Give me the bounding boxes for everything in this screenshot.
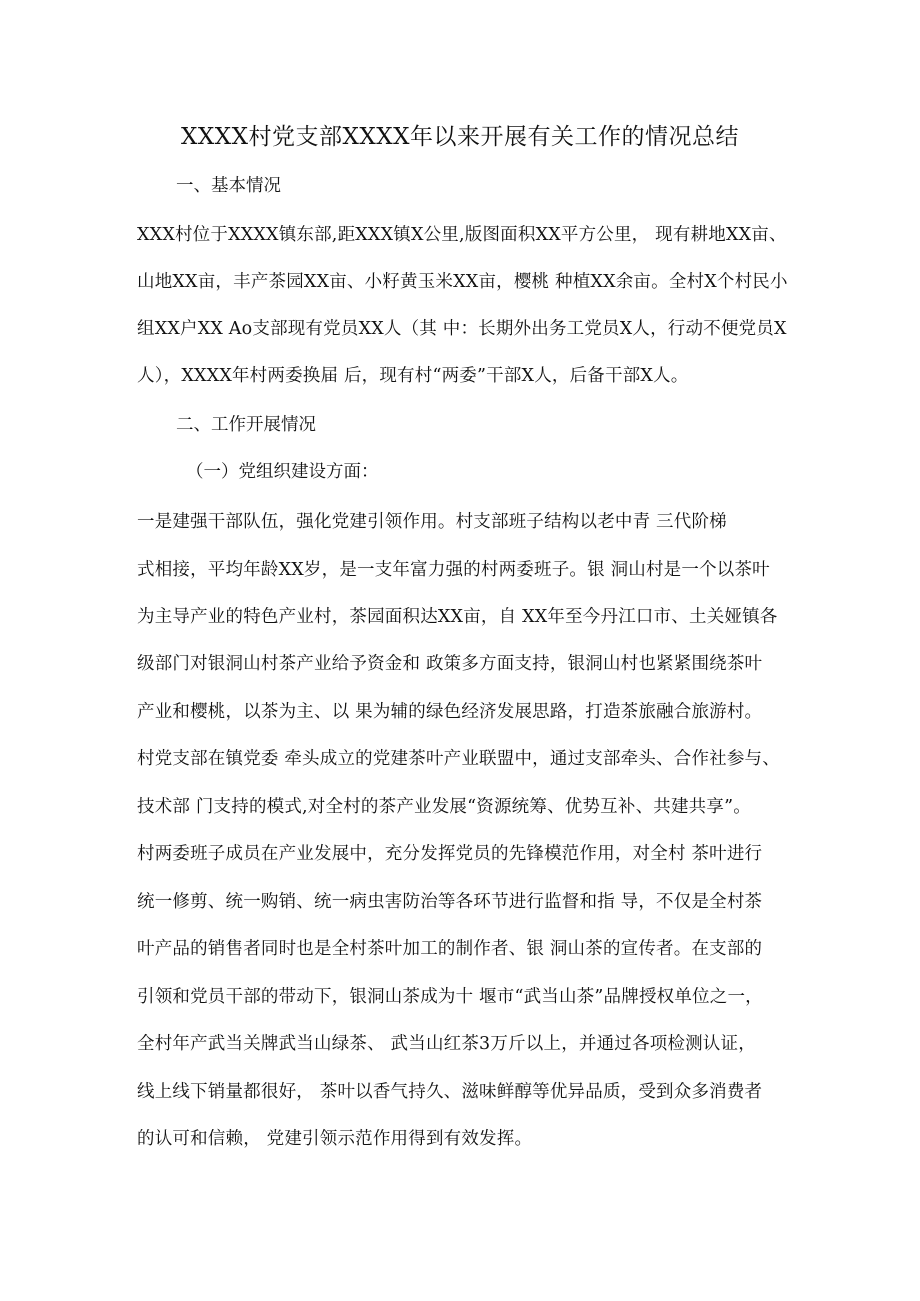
paragraph-line: 一是建强干部队伍，强化党建引领作用。村支部班子结构以老中青 三代阶梯 xyxy=(137,512,727,532)
paragraph-line: 组XX户XX Ao支部现有党员XX人（其 中：长期外出务工党员X人，行动不便党员X xyxy=(137,319,787,339)
paragraph-line: 村两委班子成员在产业发展中，充分发挥党员的先锋模范作用，对全村 茶叶进行 xyxy=(137,844,763,864)
paragraph-line: 的认可和信赖， 党建引领示范作用得到有效发挥。 xyxy=(137,1129,533,1149)
document-title: XXXX村党支部XXXX年以来开展有关工作的情况总结 xyxy=(181,124,739,150)
paragraph-line: 为主导产业的特色产业村，茶园面积达XX亩，自 XX年至今丹江口市、土关娅镇各 xyxy=(137,607,778,627)
paragraph-line: 式相接，平均年龄XX岁，是一支年富力强的村两委班子。银 洞山村是一个以茶叶 xyxy=(137,560,770,580)
paragraph-line: 全村年产武当关牌武当山绿茶、 武当山红茶3万斤以上，并通过各项检测认证， xyxy=(137,1034,756,1054)
paragraph-line: 村党支部在镇党委 牵头成立的党建茶叶产业联盟中，通过支部牵头、合作社参与、 xyxy=(137,749,780,769)
paragraph-line: 叶产品的销售者同时也是全村茶叶加工的制作者、银 洞山茶的宣传者。在支部的 xyxy=(137,939,763,959)
paragraph-line: 级部门对银洞山村茶产业给予资金和 政策多方面支持，银洞山村也紧紧围绕茶叶 xyxy=(137,654,763,674)
paragraph-line: 统一修剪、统一购销、统一病虫害防治等各环节进行监督和指 导，不仅是全村茶 xyxy=(137,892,763,912)
paragraph-line: XXX村位于XXXX镇东部,距XXX镇X公里,版图面积XX平方公里， 现有耕地XX亩、 xyxy=(137,225,787,245)
paragraph-line: 人），XXXX年村两委换届 后，现有村“两委”干部X人，后备干部X人。 xyxy=(137,366,689,386)
paragraph-line: 线上线下销量都很好， 茶叶以香气持久、滋味鲜醇等优异品质，受到众多消费者 xyxy=(137,1082,763,1102)
paragraph-line: 山地XX亩，丰产茶园XX亩、小籽黄玉米XX亩，樱桃 种植XX余亩。全村X个村民小 xyxy=(137,272,788,292)
subsection-heading-party-building: （一）党组织建设方面： xyxy=(186,462,379,482)
paragraph-line: 引领和党员干部的带动下，银洞山茶成为十 堰市“武当山茶”品牌授权单位之一， xyxy=(137,987,763,1007)
paragraph-line: 技术部 门支持的模式,对全村的茶产业发展“资源统筹、优势互补、共建共享”。 xyxy=(137,797,751,817)
section-heading-work: 二、工作开展情况 xyxy=(176,415,316,435)
paragraph-line: 产业和樱桃，以茶为主、以 果为辅的绿色经济发展思路，打造茶旅融合旅游村。 xyxy=(137,702,763,722)
section-heading-basic-info: 一、基本情况 xyxy=(176,176,281,196)
